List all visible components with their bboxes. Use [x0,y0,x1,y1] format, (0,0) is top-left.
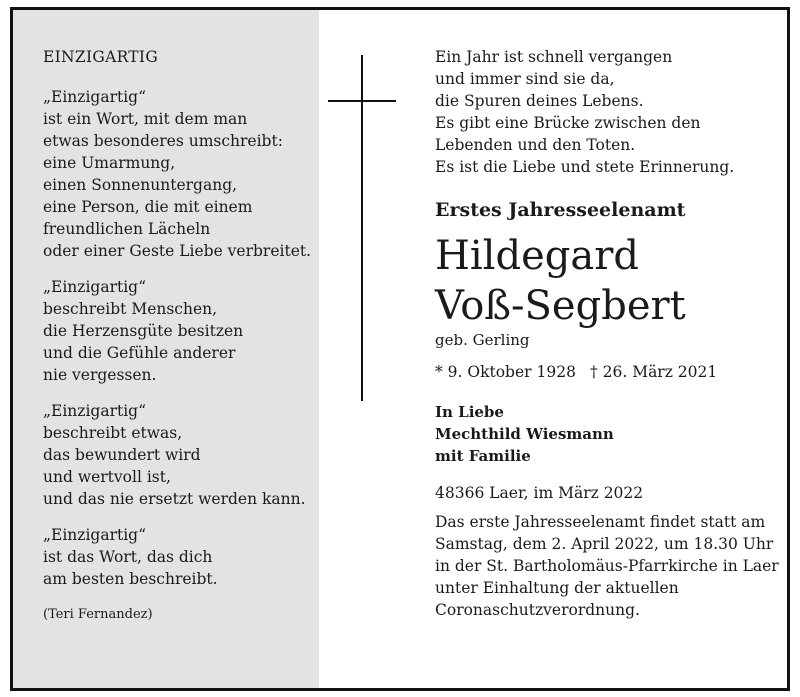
poem-stanza [43,524,313,590]
obituary-content [435,46,779,621]
mourner-line: mit Familie [435,447,531,465]
poem-line: beschreibt Menschen, [43,300,218,318]
poem-stanza [43,276,313,386]
poem-line: beschreibt etwas, [43,424,183,442]
first-name: Hildegard [435,233,639,279]
birth-date: * 9. Oktober 1928 [435,363,576,381]
service-info [435,511,779,621]
poem-line: freundlichen Lächeln [43,220,211,238]
place-date: 48366 Laer, im März 2022 [435,484,644,502]
poem-line: und wertvoll ist, [43,468,171,486]
cross-icon [361,55,363,401]
poem-line: einen Sonnenuntergang, [43,176,238,194]
deceased-name [435,231,775,331]
service-line: unter Einhaltung der aktuellen [435,579,679,597]
memorial-quote [435,46,775,178]
poem-stanza [43,86,313,262]
poem-author: (Teri Fernandez) [43,607,153,622]
poem-line: und das nie ersetzt werden kann. [43,490,306,508]
service-line: Coronaschutzverordnung. [435,601,640,619]
poem-line: ist das Wort, das dich [43,548,213,566]
life-dates [435,363,775,381]
poem-line: das bewundert wird [43,446,201,464]
quote-line: die Spuren deines Lebens. [435,92,644,110]
quote-line: Ein Jahr ist schnell vergangen [435,48,673,66]
service-line: Samstag, dem 2. April 2022, um 18.30 Uhr [435,535,774,553]
mourners [435,401,775,467]
poem-line: nie vergessen. [43,366,157,384]
poem-line: und die Gefühle anderer [43,344,236,362]
quote-line: Es gibt eine Brücke zwischen den [435,114,701,132]
quote-line: Es ist die Liebe und stete Erinnerung. [435,158,735,176]
poem-line: ist ein Wort, mit dem man [43,110,248,128]
mourner-line: In Liebe [435,403,504,421]
death-date: † 26. März 2021 [589,363,718,381]
poem [43,46,313,626]
poem-line: etwas besonderes umschreibt: [43,132,283,150]
poem-line: „Einzigartig“ [43,402,147,420]
poem-stanza [43,400,313,510]
maiden-name: geb. Gerling [435,331,530,349]
poem-line: „Einzigartig“ [43,526,147,544]
poem-line: die Herzensgüte besitzen [43,322,244,340]
poem-title: EINZIGARTIG [43,48,159,66]
poem-line: am besten beschreibt. [43,570,218,588]
service-line: in der St. Bartholomäus-Pfarrkirche in Laer [435,557,779,575]
poem-line: oder einer Geste Liebe verbreitet. [43,242,312,260]
mass-title: Erstes Jahresseelenamt [435,199,686,221]
poem-line: „Einzigartig“ [43,88,147,106]
service-line: Das erste Jahresseelenamt findet statt am [435,513,766,531]
quote-line: Lebenden und den Toten. [435,136,636,154]
cross-icon-bar [328,100,396,102]
poem-line: eine Person, die mit einem [43,198,253,216]
mourner-line: Mechthild Wiesmann [435,425,614,443]
quote-line: und immer sind sie da, [435,70,615,88]
last-name: Voß-Segbert [435,283,686,329]
poem-line: „Einzigartig“ [43,278,147,296]
poem-line: eine Umarmung, [43,154,176,172]
